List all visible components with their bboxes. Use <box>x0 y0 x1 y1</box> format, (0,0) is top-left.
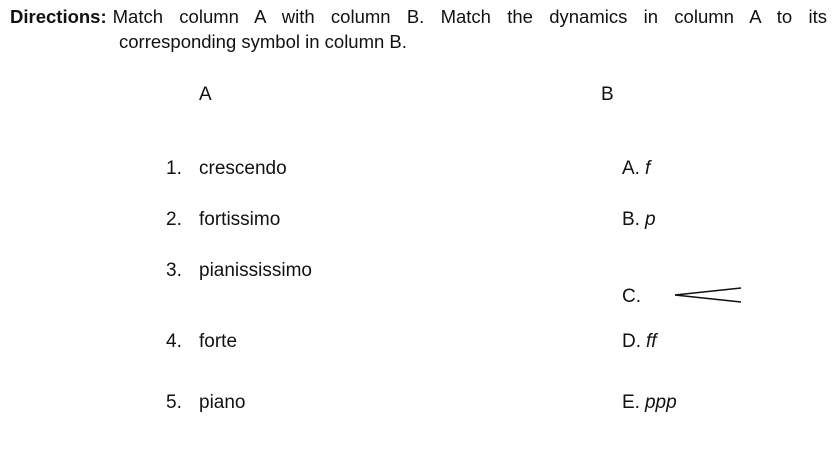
item-letter: A. <box>622 158 640 179</box>
column-b-item-b <box>622 209 656 231</box>
column-b-item-c <box>622 286 641 308</box>
item-number: 5. <box>166 392 182 413</box>
item-text: pianississimo <box>199 260 312 281</box>
item-number: 2. <box>166 209 182 230</box>
dynamic-symbol: ff <box>646 331 657 352</box>
crescendo-hairpin-icon <box>673 286 743 306</box>
item-letter: B. <box>622 209 640 230</box>
directions <box>10 4 827 54</box>
dynamic-symbol: p <box>644 209 656 230</box>
directions-text-2: corresponding symbol in column B. <box>119 31 407 52</box>
item-text: crescendo <box>199 158 287 179</box>
item-number: 3. <box>166 260 182 281</box>
column-a-header: A <box>199 84 212 105</box>
item-text: forte <box>199 331 238 352</box>
item-letter: E. <box>622 392 640 413</box>
column-b-item-a <box>622 158 650 180</box>
item-letter: C. <box>622 286 641 307</box>
column-b-item-e <box>622 392 677 414</box>
dynamic-symbol: f <box>644 158 651 179</box>
column-b-item-d <box>622 331 657 353</box>
item-letter: D. <box>622 331 641 352</box>
column-b-header: B <box>601 84 614 105</box>
directions-text-1: Match column A with column B. Match the dynamics in column A to its <box>112 6 827 27</box>
dynamic-symbol: ppp <box>644 392 677 413</box>
item-number: 1. <box>166 158 182 179</box>
item-number: 4. <box>166 331 182 352</box>
directions-label: Directions: <box>10 6 107 27</box>
item-text: fortissimo <box>199 209 281 230</box>
directions-line-1 <box>10 4 827 29</box>
item-text: piano <box>199 392 246 413</box>
